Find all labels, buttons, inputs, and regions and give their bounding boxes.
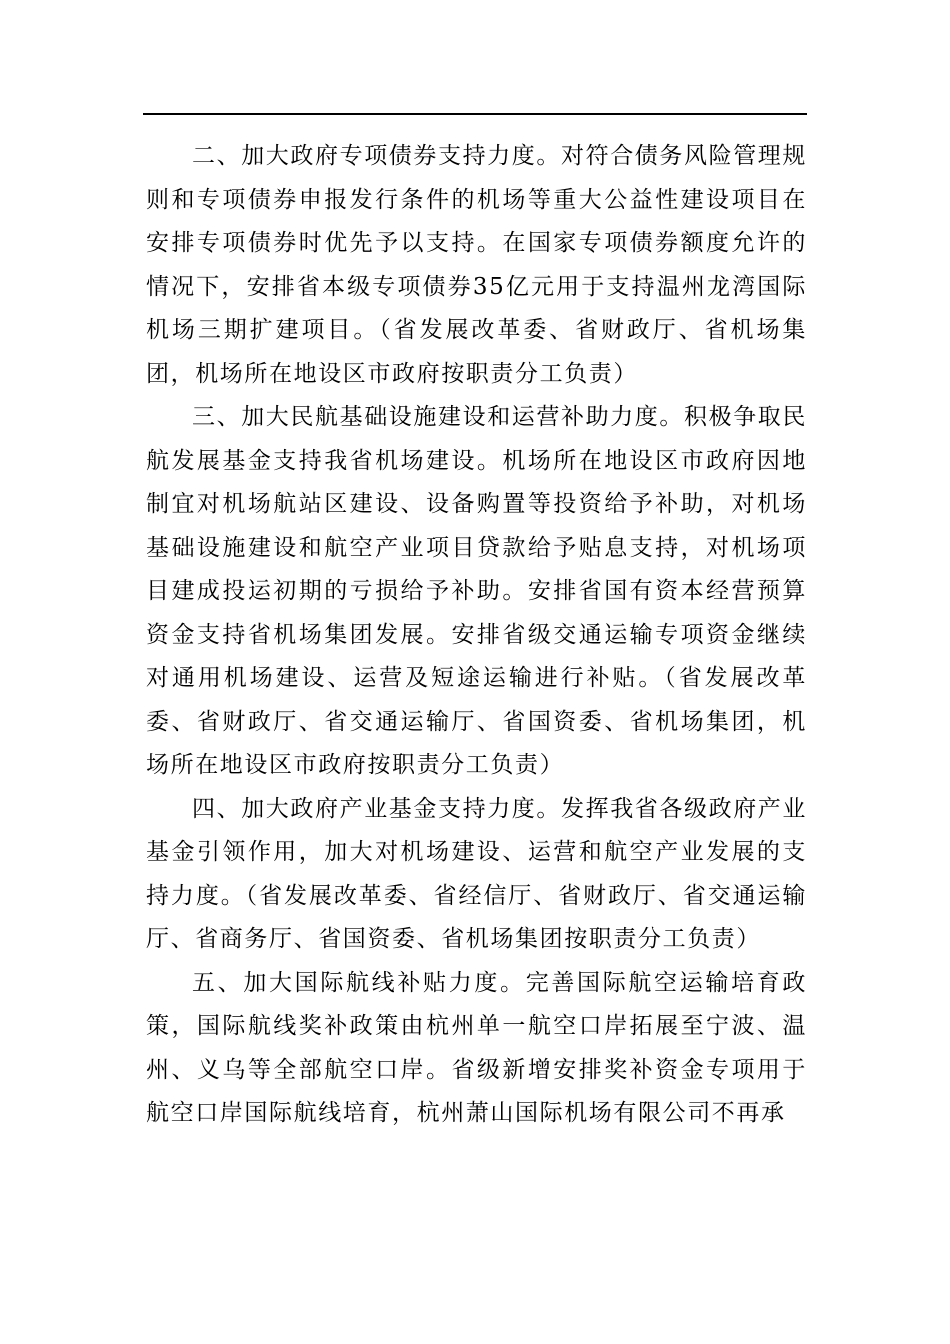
document-body (146, 135, 807, 1136)
header-rule (143, 113, 807, 115)
paragraph-industry-fund: 四、加大政府产业基金支持力度。发挥我省各级政府产业基金引领作用，加大对机场建设、运营和航空产业发展的支持力度。（省发展改革委、省经信厅、省财政厅、省交通运输厅、省商务厅、省国资委、省机场集团按职责分工负责） (146, 795, 807, 952)
paragraph-special-bonds: 二、加大政府专项债券支持力度。对符合债务风险管理规则和专项债券申报发行条件的机场等重大公益性建设项目在安排专项债券时优先予以支持。在国家专项债券额度允许的情况下，安排省本级专项债券35亿元用于支持温州龙湾国际机场三期扩建项目。（省发展改革委、省财政厅、省机场集团，机场所在地设区市政府按职责分工负责） (146, 143, 807, 387)
paragraph-international-routes: 五、加大国际航线补贴力度。完善国际航空运输培育政策，国际航线奖补政策由杭州单一航空口岸拓展至宁波、温州、义乌等全部航空口岸。省级新增安排奖补资金专项用于航空口岸国际航线培育，杭州萧山国际机场有限公司不再承 (146, 969, 807, 1126)
paragraph-civil-aviation-subsidy: 三、加大民航基础设施建设和运营补助力度。积极争取民航发展基金支持我省机场建设。机场所在地设区市政府因地制宜对机场航站区建设、设备购置等投资给予补助，对机场基础设施建设和航空产业项目贷款给予贴息支持，对机场项目建成投运初期的亏损给予补助。安排省国有资本经营预算资金支持省机场集团发展。安排省级交通运输专项资金继续对通用机场建设、运营及短途运输进行补贴。（省发展改革委、省财政厅、省交通运输厅、省国资委、省机场集团，机场所在地设区市政府按职责分工负责） (146, 404, 807, 778)
